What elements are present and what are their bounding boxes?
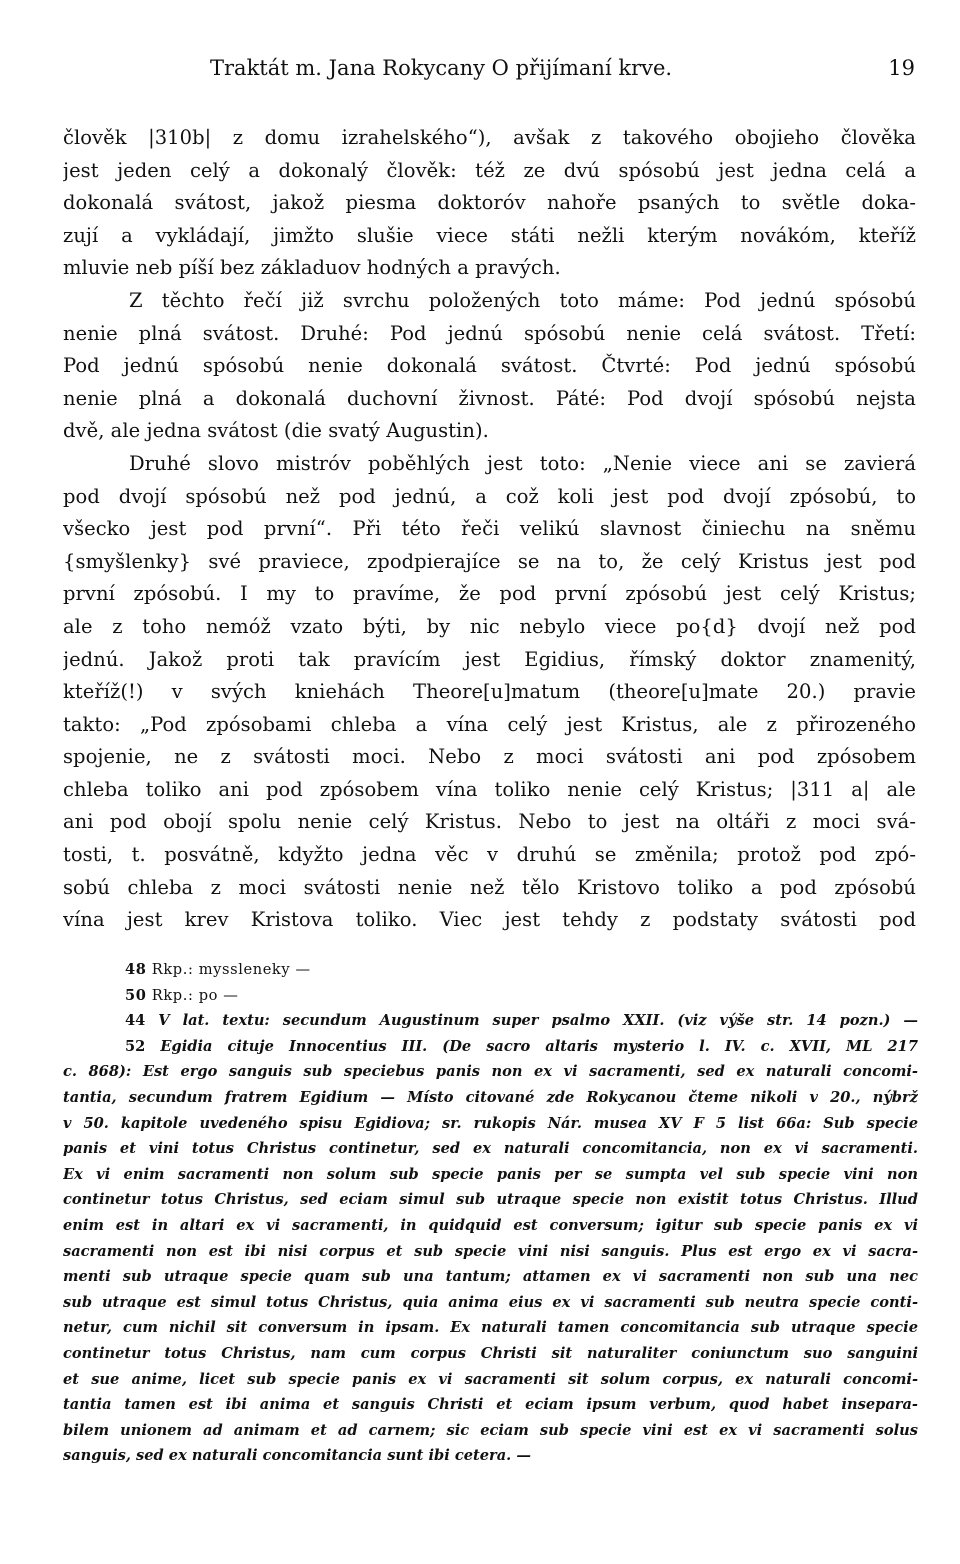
text-line: zují a vykládají, jimžto slušie viece státi nežli kterým novákóm, kteříž [63,223,916,247]
main-text [63,122,916,937]
footnote-line: menti sub utraque specie quam sub una tantum; attamen ex vi sacramenti non sub una nec [63,1268,918,1286]
footnote-line: v 50. kapitole uvedeného spisu Egidiova; sr. rukopis Nár. musea XV F 5 list 66a: Sub specie [63,1114,918,1132]
text-line: ani pod obojí spolu nenie celý Kristus. Nebo to jest na oltáři z moci svá- [63,810,916,834]
text-line: nenie plná a dokonalá duchovní živnost. Páté: Pod dvojí spósobú nejsta [63,386,916,410]
footnote [63,983,918,1009]
text-line: vína jest krev Kristova toliko. Viec jest tehdy z podstaty svátosti pod [63,908,916,932]
footnote-number: 50 [125,986,147,1004]
text-line: Z těchto řečí již svrchu položených toto máme: Pod jednú spósobú [129,288,916,312]
footnote-line: tantia tamen est ibi anima et sanguis Christi et eciam ipsum verbum, quod habet insepara- [63,1396,918,1414]
text-line: {smyšlenky} své praviece, zpodpierajíce se na to, že celý Kristus jest pod [63,549,916,573]
text-line: nenie plná svátost. Druhé: Pod jednú spósobú nenie celá svátost. Třetí: [63,321,916,345]
text-line: dvě, ale jedna svátost (die svatý Augustin). [63,419,489,443]
footnote-text: Egidia cituje Innocentius III. (De sacro altaris mysterio l. IV. c. XVII, ML 217 [160,1037,918,1055]
footnote-line: Ex vi enim sacramenti non solum sub specie panis per se sumpta vel sub specie vini non [63,1165,918,1183]
text-line: první zpósobú. I my to pravíme, že pod první zpósobú jest celý Kristus; [63,582,916,606]
text-line: kteříž(!) v svých kniehách Theore[u]matum (theore[u]mate 20.) pravie [63,680,916,704]
text-line: Druhé slovo mistróv poběhlých jest toto: „Nenie viece ani se zavierá [129,451,916,475]
footnote-line: et sue anime, licet sub specie panis ex vi sacramenti sit solum corpus, ex naturali concomi- [63,1370,918,1388]
footnote [63,1008,918,1034]
text-line: pod dvojí spósobú než pod jednú, a což koli jest pod dvojí zpósobú, to [63,484,916,508]
footnote-line: panis et vini totus Christus continetur, sed ex naturali concomitancia, non ex vi sacramenti. [63,1140,918,1158]
text-line: dokonalá svátost, jakož piesma doktoróv nahoře psaných to světle doka- [63,191,916,215]
footnote-line: sanguis, sed ex naturali concomitancia sunt ibi cetera. — [63,1447,531,1465]
text-line: ale z toho nemóž vzato býti, by nic nebylo viece po{d} dvojí než pod [63,614,916,638]
text-line: sobú chleba z moci svátosti nenie než tělo Kristovo toliko a pod zpósobú [63,875,916,899]
text-line: člověk |310b| z domu izrahelského“), avšak z takového obojieho člověka [63,126,916,149]
footnote-text: V lat. textu: secundum Augustinum super psalmo XXII. (viz výše str. 14 pozn.) — [158,1012,918,1030]
page-number: 19 [888,56,915,80]
text-line: chleba toliko ani pod zpósobem vína toliko nenie celý Kristus; |311 a| ale [63,777,916,801]
footnote-number: 52 [125,1037,146,1055]
text-line: Pod jednú spósobú nenie dokonalá svátost. Čtvrté: Pod jednú spósobú [63,354,916,378]
footnote-line: continetur totus Christus, nam cum corpus Christi sit naturaliter coniunctum suo sanguini [63,1344,918,1362]
footnote-line: sub utraque est simul totus Christus, quia anima eius ex vi sacramenti sub neutra specie conti- [63,1293,918,1311]
text-line: jest jeden celý a dokonalý člověk: též ze dvú spósobú jest jedna celá a [63,158,916,182]
text-line: takto: „Pod zpósobami chleba a vína celý jest Kristus, ale z přirozeného [63,712,916,736]
footnote-line: bilem unionem ad animam et ad carnem; sic eciam sub specie vini est ex vi sacramenti solus [63,1421,918,1439]
text-line: mluvie neb píší bez základuov hodných a pravých. [63,256,561,280]
footnote-line: netur, cum nichil sit conversum in ipsam. Ex naturali tamen concomitancia sub utraque specie [63,1319,918,1337]
header-title: Traktát m. Jana Rokycany O přijímaní krve. [210,56,673,80]
footnotes [63,957,918,1469]
text-line: spojenie, ne z svátosti moci. Nebo z moci svátosti ani pod zpósobem [63,745,916,769]
footnote-number: 44 [125,1012,146,1030]
text-line: tosti, t. posvátně, kdyžto jedna věc v druhú se změnila; protož pod zpó- [63,843,916,867]
footnote-line: sacramenti non est ibi nisi corpus et sub specie vini nisi sanguis. Plus est ergo ex vi sacra- [63,1242,918,1260]
footnote-line: continetur totus Christus, sed eciam simul sub utraque specie non existit totus Christus. Illud [63,1191,918,1209]
footnote-line: c. 868): Est ergo sanguis sub speciebus panis non ex vi sacramenti, sed ex naturali concomi- [63,1063,918,1081]
footnote-line: tantia, secundum fratrem Egidium — Místo citované zde Rokycanou čteme nikoli v 20., nýbrž [63,1088,918,1106]
footnote-text: Rkp.: po — [151,986,239,1004]
footnote-text: Rkp.: myssleneky — [151,961,311,978]
footnote-number: 48 [125,961,147,978]
footnote [63,1034,918,1060]
running-header [210,56,915,90]
text-line: jednú. Jakož proti tak pravícím jest Egidius, římský doktor znamenitý, [63,647,916,671]
footnote [63,957,918,983]
text-line: všecko jest pod první“. Při této řeči velikú slavnost činiechu na sněmu [63,517,916,541]
footnote-line: enim est in altari ex vi sacramenti, in quidquid est conversum; igitur sub specie panis ex vi [63,1216,918,1234]
